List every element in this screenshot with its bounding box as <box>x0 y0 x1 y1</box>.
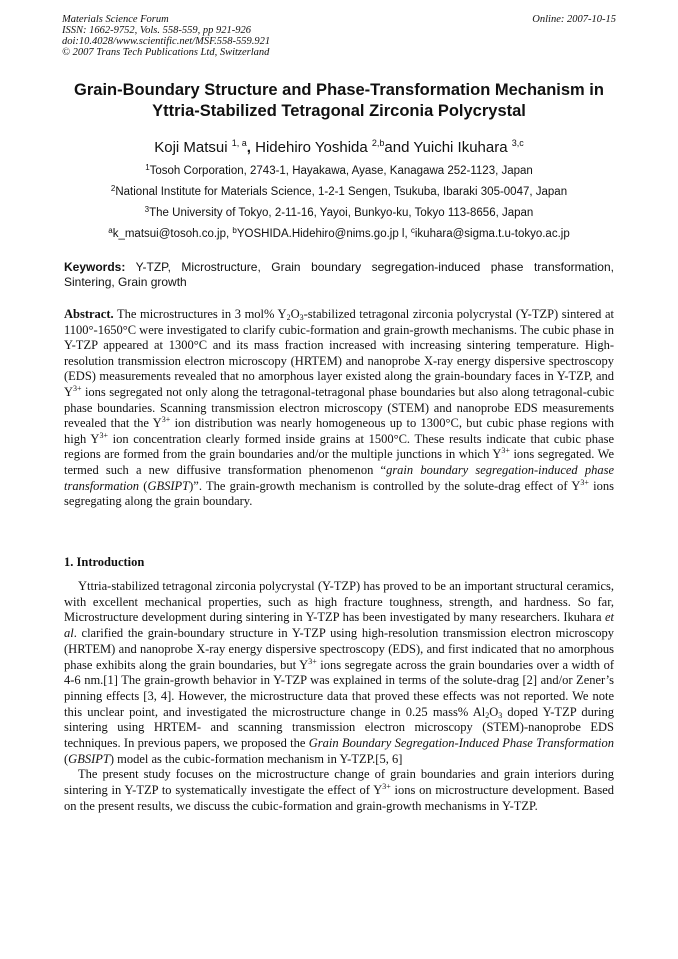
abstract-text: )”. The grain-growth mechanism is controlled by the solute-drag effect of Y <box>189 478 581 493</box>
abstract-text: ions segregating along the grain boundary. <box>64 478 614 509</box>
abstract-sup: 3+ <box>580 477 589 487</box>
intro-sub: 3 <box>498 710 503 720</box>
author-1-affil: 1, a <box>231 138 247 148</box>
email-b[interactable]: YOSHIDA.Hidehiro@nims.go.jp l, <box>236 228 411 240</box>
email-a[interactable]: k_matsui@tosoh.co.jp, <box>112 228 233 240</box>
intro-sup: 3+ <box>382 782 391 792</box>
abstract-italic: GBSIPT <box>147 478 190 493</box>
abstract-text: ion concentration clearly formed inside grains at 1500°C. These results indicate that cubic phase regions are formed from the grain boundaries and/or the multiple junctions in which Y <box>64 431 614 462</box>
abstract <box>64 307 614 510</box>
intro-text: . clarified the grain-boundary structure in Y-TZP using high-resolution transmission electron microscopy (HRTEM) and nanoprobe X-ray energy dispersive spectroscopy (EDS), and first indicated that no amorphous phase exhibits along the grain boundaries, but Y <box>64 626 614 672</box>
intro-paragraph-1 <box>64 579 614 767</box>
affiliation-2 <box>40 182 638 199</box>
keywords-text: Y-TZP, Microstructure, Grain boundary segregation-induced phase transformation, Sintering, Grain growth <box>64 260 614 289</box>
abstract-sup: 3+ <box>73 383 82 393</box>
author-and: and <box>384 139 410 156</box>
title-line-2: Yttria-Stabilized Tetragonal Zirconia Polycrystal <box>152 102 526 120</box>
intro-text: ( <box>64 751 69 766</box>
affiliation-1-num: 1 <box>145 163 150 172</box>
paper-title <box>40 80 638 122</box>
abstract-sub: 3 <box>299 313 304 322</box>
abstract-text: The microstructures in 3 mol% Y <box>113 307 287 321</box>
intro-text: ) model as the cubic-formation mechanism in Y-TZP.[5, 6] <box>109 751 403 766</box>
affiliation-3-text: The University of Tokyo, 2-11-16, Yayoi, Bunkyo-ku, Tokyo 113-8656, Japan <box>149 207 534 219</box>
intro-text: ions segregate across the grain boundaries over a width of 4-6 nm.[1] The grain-growth behavior in Y-TZP was explained in terms of the solute-drag [2] and/or Zener’s pinning effects [3, 4]. However, the microstructure data that proved these effects was not reported. We note this unclear point, and investigated the microstructure change in 0.25 mass% Al <box>64 657 614 719</box>
abstract-text: O <box>290 307 300 321</box>
abstract-sup: 3+ <box>99 430 108 440</box>
journal-name: Materials Science Forum <box>62 14 169 25</box>
author-1: Koji Matsui <box>154 139 228 156</box>
author-3-affil: 3,c <box>511 138 524 148</box>
intro-italic: et al <box>64 610 614 641</box>
intro-text: The present study focuses on the microstructure change of grain boundaries and grain interiors during sintering in Y-TZP to systematically investigate the effect of Y <box>64 767 614 798</box>
title-line-1: Grain-Boundary Structure and Phase-Transformation Mechanism in <box>74 81 604 99</box>
abstract-text: ions segregated not only along the tetragonal-tetragonal phase boundaries but also along tetragonal-cubic phase boundaries. Scanning transmission electron microscopy (STEM) and nanoprobe EDS measurements revealed that the Y <box>64 384 614 431</box>
intro-italic: Grain Boundary Segregation-Induced Phase Transformation <box>308 736 614 751</box>
abstract-sup: 3+ <box>161 415 171 425</box>
intro-text: doped Y-TZP during sintering using HRTEM- and scanning transmission electron microscopy (STEM)-nanoprobe EDS techniques. In previous papers, we proposed the <box>64 704 614 751</box>
author-2-affil: 2,b <box>371 138 385 148</box>
abstract-sup: 3+ <box>501 446 510 456</box>
journal-header <box>62 14 616 58</box>
affiliation-3 <box>40 203 638 220</box>
intro-paragraph-2 <box>64 767 614 814</box>
intro-sup: 3+ <box>308 656 317 666</box>
author-3: Yuichi Ikuhara <box>413 139 508 156</box>
affiliation-1 <box>40 161 638 178</box>
email-a-mark: a <box>108 226 113 235</box>
online-date: Online: 2007-10-15 <box>532 14 616 25</box>
author-list: Koji Matsui $^{1, a}$, Hidehiro Yoshida $^{2,b}$and Yuichi Ikuhara $^{3,c}$ <box>154 138 524 156</box>
affiliation-1-text: Tosoh Corporation, 2743-1, Hayakawa, Ayase, Kanagawa 252-1123, Japan <box>149 165 533 177</box>
affiliation-3-num: 3 <box>144 205 150 214</box>
abstract-italic: grain boundary segregation-induced phase transformation <box>64 462 615 493</box>
intro-text: Yttria-stabilized tetragonal zirconia polycrystal (Y-TZP) has proved to be an important structural ceramics, with excellent mechanical properties, such as high fracture toughness, strength, and hardness. So far, Microstructure development during sintering in Y-TZP has been investigated by many researchers. Ikuhara <box>64 579 614 625</box>
journal-issn: ISSN: 1662-9752, Vols. 558-559, pp 921-926 <box>62 25 251 36</box>
abstract-text: ion distribution was nearly homogeneous up to 1300°C, but cubic phase regions with high Y <box>64 416 614 446</box>
affiliation-2-text: National Institute for Materials Science, 1-2-1 Sengen, Tsukuba, Ibaraki 305-0047, Japan <box>115 186 568 198</box>
abstract-sub: 2 <box>286 313 291 322</box>
abstract-text: ( <box>139 478 148 493</box>
journal-copyright: © 2007 Trans Tech Publications Ltd, Switzerland <box>62 47 270 58</box>
intro-text: O <box>489 704 499 719</box>
keywords-label: Keywords: <box>64 260 126 274</box>
intro-sub: 2 <box>485 710 490 720</box>
email-c-mark: c <box>410 226 415 235</box>
email-c[interactable]: ikuhara@sigma.t.u-tokyo.ac.jp <box>414 228 570 240</box>
intro-text: ions on microstructure development. Based on the present results, we discuss the cubic-formation and grain-growth mechanisms in Y-TZP. <box>64 783 614 813</box>
author-emails <box>40 224 638 241</box>
email-b-mark: b <box>232 226 237 235</box>
author-2: Hidehiro Yoshida <box>255 139 368 156</box>
journal-doi: doi:10.4028/www.scientific.net/MSF.558-559.921 <box>62 36 271 47</box>
abstract-label: Abstract. <box>64 307 114 321</box>
abstract-text: -stabilized tetragonal zirconia polycrystal (Y-TZP) sintered at 1100°-1650°C were investigated to clarify cubic-formation and grain-growth mechanisms. The cubic phase in Y-TZP appeared at 1300°C and its mass fraction increased with increasing sintering temperature. High-resolution transmission electron microscopy (HRTEM) and nanoprobe X-ray energy dispersive spectroscopy (EDS) measurements revealed that no amorphous layer existed along the grain-boundary faces in Y-TZP, and Y <box>64 307 614 399</box>
introduction-body <box>64 579 614 815</box>
affiliation-2-num: 2 <box>110 184 116 193</box>
keywords <box>64 260 614 290</box>
intro-italic: GBSIPT <box>68 751 110 766</box>
section-heading: 1. Introduction <box>64 555 145 569</box>
abstract-text: ions segregated. We termed such a new diffusive transformation phenomenon “ <box>64 447 614 477</box>
